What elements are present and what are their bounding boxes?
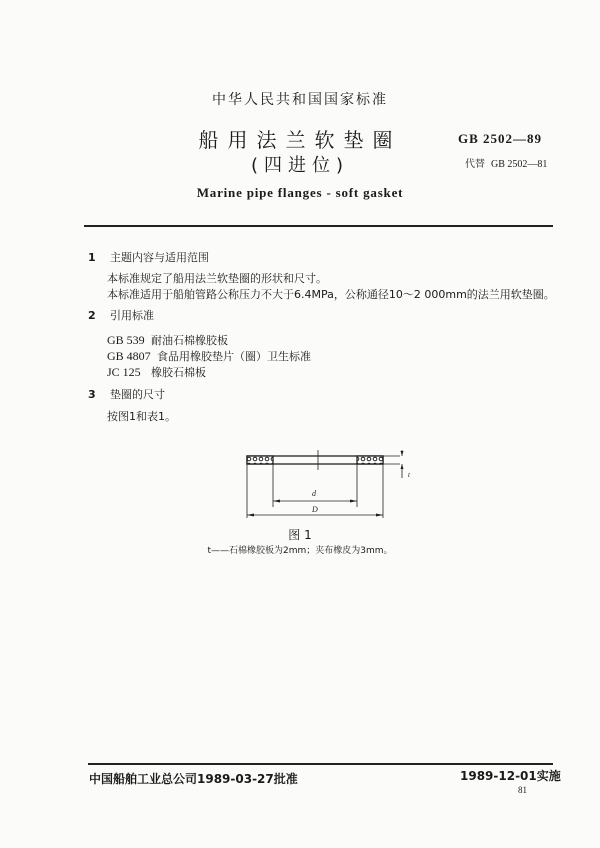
section-title: 主题内容与适用范围 bbox=[110, 251, 209, 264]
implementation-date: 1989-12-01实施 bbox=[460, 769, 561, 783]
section-1-heading bbox=[88, 249, 209, 265]
reference-item bbox=[107, 348, 311, 364]
section-title: 垫圈的尺寸 bbox=[110, 388, 165, 401]
reference-code: JC 125 bbox=[107, 365, 141, 379]
document-subtitle: (四进位) bbox=[250, 155, 350, 176]
reference-name: 食品用橡胶垫片（圈）卫生标准 bbox=[157, 350, 311, 363]
section-number: 2 bbox=[88, 309, 96, 322]
reference-code: GB 539 bbox=[107, 333, 145, 347]
document-title: 船用法兰软垫圈 bbox=[198, 128, 402, 152]
header-divider bbox=[84, 225, 553, 227]
section-3-paragraph-1: 按图1和表1。 bbox=[107, 410, 176, 423]
reference-name: 橡胶石棉板 bbox=[151, 366, 206, 379]
thickness-label: t bbox=[408, 471, 410, 479]
national-standard-label: 中华人民共和国国家标准 bbox=[212, 92, 388, 108]
reference-item bbox=[107, 332, 228, 348]
section-1-paragraph-2: 本标准适用于船舶管路公称压力不大于6.4MPa，公称通径10～2 000mm的法兰用软垫圈。 bbox=[107, 288, 555, 301]
section-title: 引用标准 bbox=[110, 309, 154, 322]
section-2-heading bbox=[88, 307, 154, 323]
section-number: 1 bbox=[88, 251, 96, 264]
section-3-heading bbox=[88, 386, 165, 402]
replaces-label: 代替 bbox=[465, 159, 485, 170]
approval-info: 中国船舶工业总公司1989-03-27批准 bbox=[89, 772, 298, 786]
outer-diameter-label: D bbox=[312, 505, 318, 514]
footer-divider bbox=[88, 763, 553, 765]
inner-diameter-label: d bbox=[312, 489, 316, 498]
section-1-paragraph-1: 本标准规定了船用法兰软垫圈的形状和尺寸。 bbox=[107, 272, 327, 285]
standard-number: GB 2502—89 bbox=[458, 131, 543, 146]
reference-item bbox=[107, 364, 206, 380]
page-number: 81 bbox=[518, 785, 527, 795]
gasket-drawing bbox=[240, 450, 420, 518]
figure-note: t——石棉橡胶板为2mm；夹布橡皮为3mm。 bbox=[207, 546, 393, 556]
figure-caption: 图 1 bbox=[288, 528, 312, 542]
section-number: 3 bbox=[88, 388, 96, 401]
gasket-cross-section bbox=[247, 450, 402, 518]
reference-name: 耐油石棉橡胶板 bbox=[151, 334, 228, 347]
replaces-standard bbox=[465, 155, 547, 170]
english-title: Marine pipe flanges - soft gasket bbox=[196, 185, 404, 200]
replaces-number: GB 2502—81 bbox=[491, 159, 548, 170]
reference-code: GB 4807 bbox=[107, 349, 151, 363]
